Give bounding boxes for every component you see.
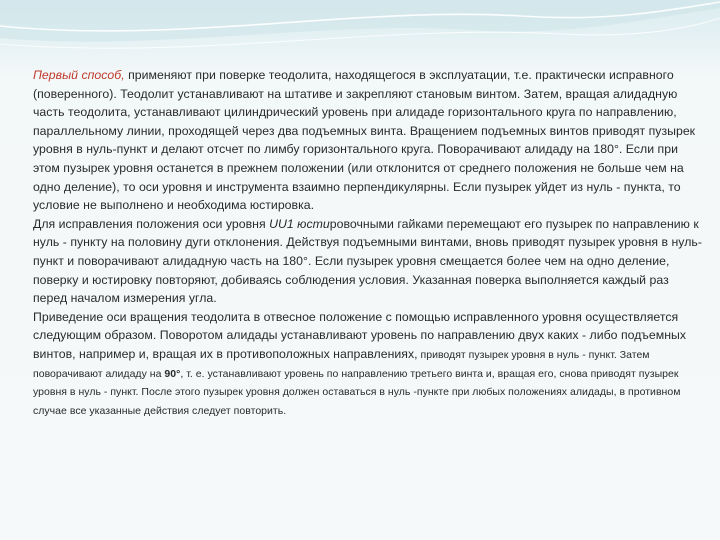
paragraph-text-small: приводят пузырек уровня в нуль - пункт. Затем поворачивают алидаду на [33,348,650,380]
paragraph-text: применяют при поверке теодолита, находящегося в эксплуатации, т.е. практически исправного (поверенного). Теодолит устанавливают на штативе и закрепляют становым винтом. Затем, вращая алидадную часть теодолита, устанавливают цилиндрический уровень при алидаде горизонтального круга по направлению, параллельному линии, проходящей через два подъемных винта. Вращением подъемных винтов приводят пузырек уровня в нуль-пункт и делают отсчет по лимбу горизонтального круга. Поворачивают алидаду на 180°. Если при этом пузырек уровня останется в прежнем положении (или отклонится от среднего положения не больше чем на одно деление), то оси уровня и инструмента взаимно перпендикулярны. Если пузырек уйдет из нуль - пункта, то условие не выполнено и необходима юстировка. [33,68,696,213]
paragraph-text: Для исправления положения оси уровня [33,216,270,231]
method-title: Первый способ, [33,68,125,82]
paragraph-text: ровочными гайками перемещают его пузырек по направлению к нуль - пункту на половину дуги отклонения. Действуя подъемными винтами, вновь приводят пузырек уровня в нуль-пункт и поворачивают алидадную часть на 180°. Если пузырек уровня смещается более чем на одно деление, поверку и юстировку повторяют, добиваясь соблюдения условия. Указанная поверка выполняется каждый раз перед началом измерения угла. [33,216,702,306]
header-decoration [0,0,720,60]
paragraph-text-small: , т. е. устанавливают уровень по направлению третьего винта и, вращая его, снова приводят пузырек уровня в нуль - пункт. После этого пузырек уровня должен оставаться в нуль -пункте при любых положениях алидады, в противном случае все указанные действия следует повторить. [33,367,681,417]
paragraph-first-method [33,66,705,215]
paragraph-vertical-axis [33,308,705,420]
angle-value: 90° [164,367,181,380]
paragraph-adjustment [33,215,705,308]
axis-label: UU1 юсти [269,216,330,231]
document-body [33,66,705,419]
paragraph-text: Приведение оси вращения теодолита в отвесное положение с помощью исправленного уровня осуществляется следующим образом. Поворотом алидады устанавливают уровень по направлению двух каких - либо подъемных винтов, например и, вращая их в противоположных направлениях, [33,309,687,361]
